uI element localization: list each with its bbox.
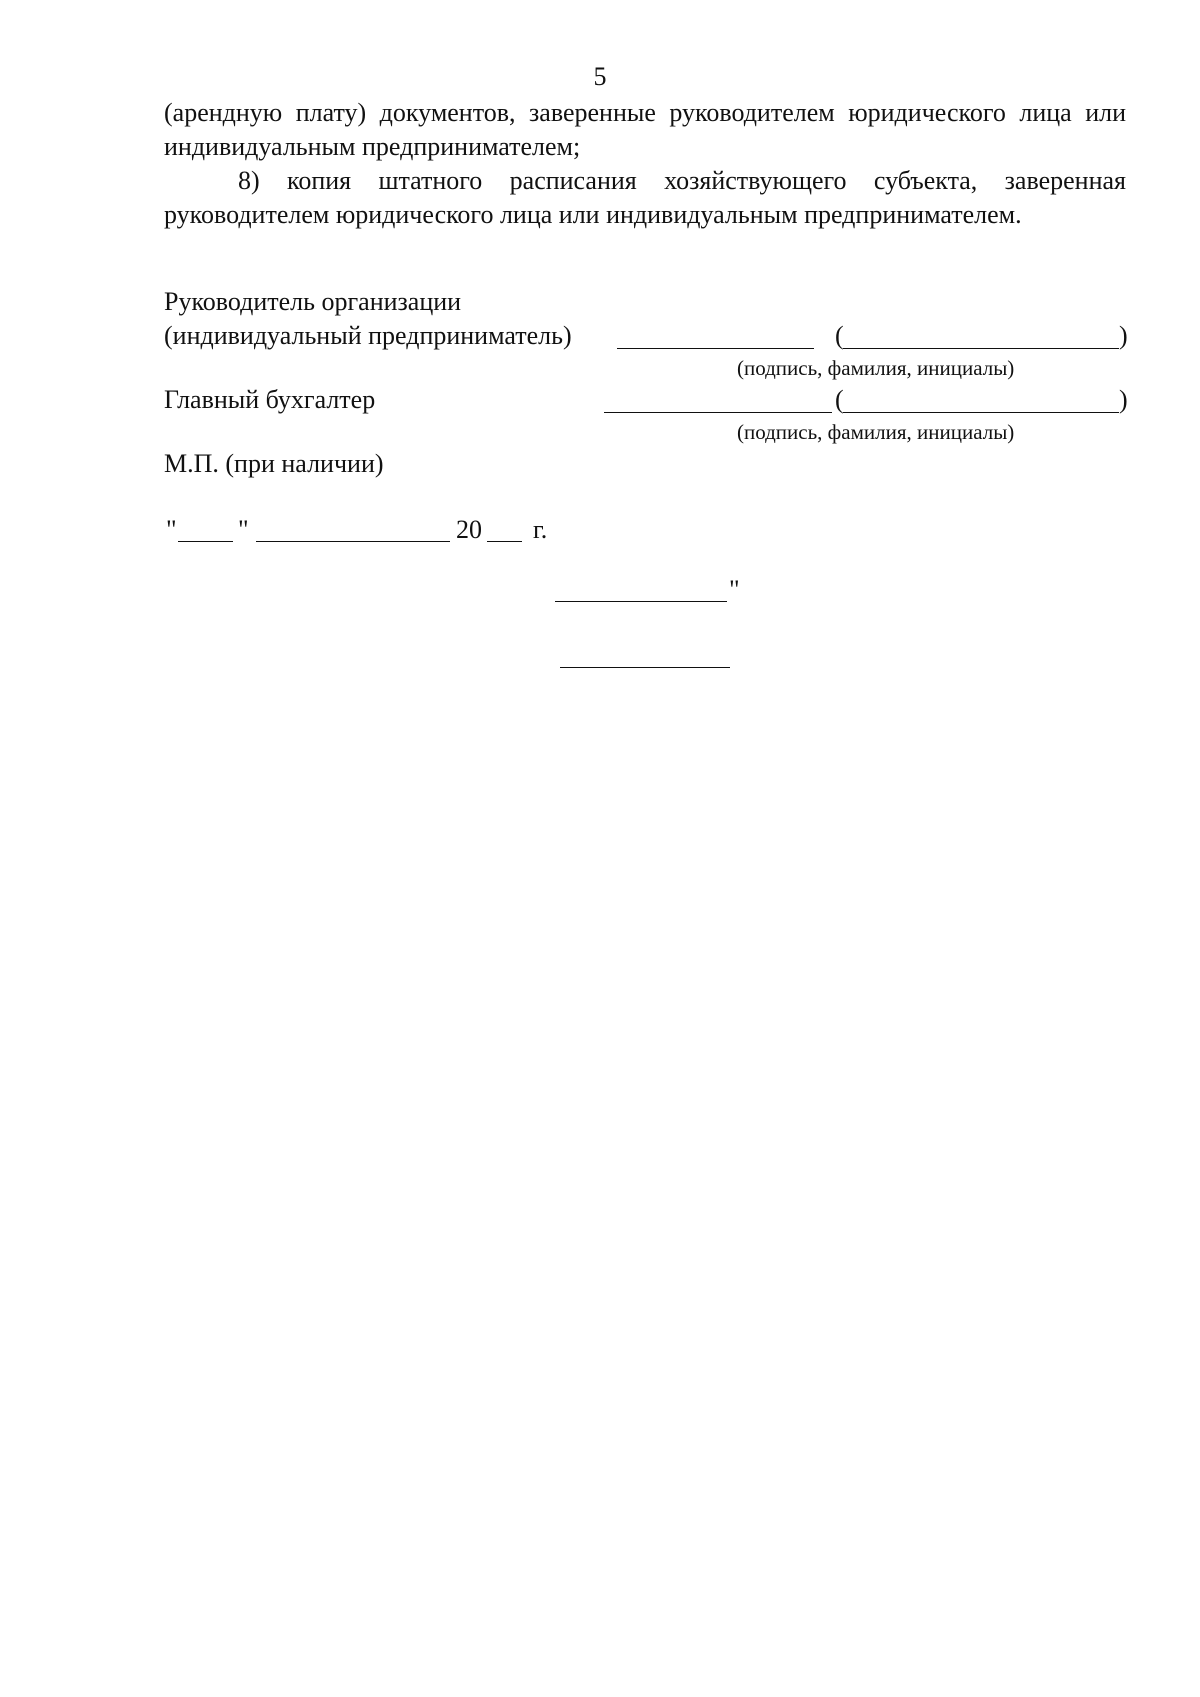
head-label-line1: Руководитель организации — [164, 287, 462, 316]
date-year-line[interactable] — [487, 541, 522, 542]
paragraph-continuation: (арендную плату) документов, заверенные руководителем юридического лица или индивидуальным предпринимателем; — [164, 98, 1126, 161]
paragraph-item-8: 8) копия штатного расписания хозяйствующего субъекта, заверенная руководителем юридического лица или индивидуальным предпринимателем. — [164, 166, 1126, 229]
date-year-suffix: г. — [533, 515, 548, 544]
head-signature-caption: (подпись, фамилия, инициалы) — [737, 356, 1015, 380]
accountant-open-paren: ( — [835, 385, 844, 414]
accountant-name-line[interactable] — [843, 412, 1119, 413]
seal-label: М.П. (при наличии) — [164, 449, 384, 478]
date-day-line[interactable] — [178, 541, 233, 542]
head-open-paren: ( — [835, 321, 844, 350]
accountant-close-paren: ) — [1119, 385, 1128, 414]
date-close-quote: " — [238, 515, 249, 544]
head-signature-line[interactable] — [617, 348, 814, 349]
head-close-paren: ) — [1119, 321, 1128, 350]
closing-quote: " — [729, 575, 740, 604]
accountant-label: Главный бухгалтер — [164, 385, 376, 414]
accountant-signature-caption: (подпись, фамилия, инициалы) — [737, 420, 1015, 444]
separator-line — [560, 667, 730, 668]
body-text — [164, 96, 1126, 232]
head-label-line2: (индивидуальный предприниматель) — [164, 321, 572, 350]
closing-line — [555, 601, 727, 602]
date-year-prefix: 20 — [456, 515, 482, 544]
date-open-quote: " — [166, 515, 177, 544]
accountant-signature-line[interactable] — [604, 412, 832, 413]
date-month-line[interactable] — [256, 541, 450, 542]
head-name-line[interactable] — [843, 348, 1119, 349]
page-number: 5 — [593, 62, 607, 91]
